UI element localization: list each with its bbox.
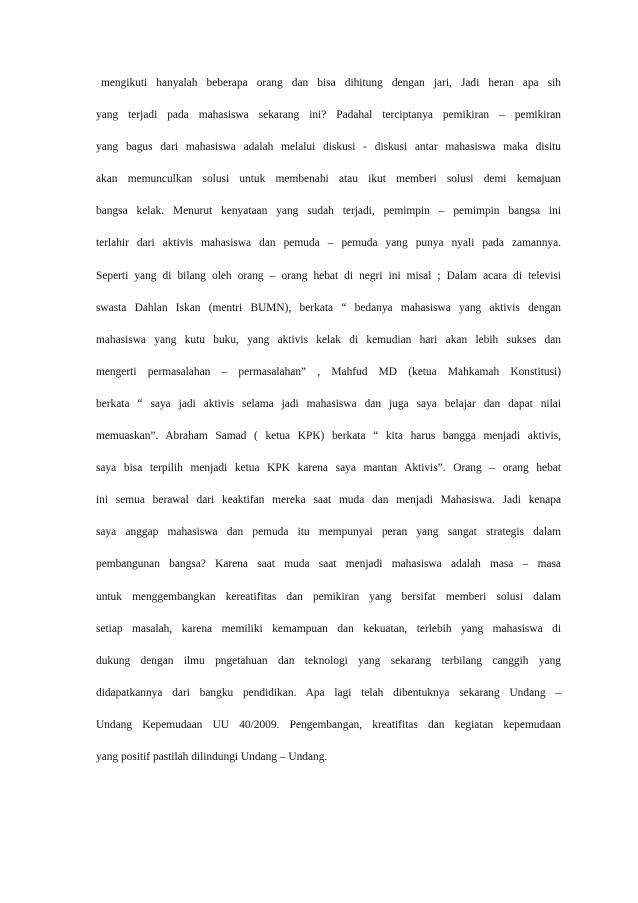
paragraph-line: untuk menggembangkan kereatifitas dan pemikiran yang bersifat memberi solusi dalam <box>96 590 561 603</box>
paragraph-line: setiap masalah, karena memiliki kemampuan dan kekuatan, terlebih yang mahasiswa di <box>96 622 561 635</box>
paragraph-line: saya bisa terpilih menjadi ketua KPK karena saya mantan Aktivis”. Orang – orang hebat <box>96 462 561 475</box>
paragraph-line: swasta Dahlan Iskan (mentri BUMN), berkata “ bedanya mahasiswa yang aktivis dengan <box>96 301 561 314</box>
paragraph-line: akan memunculkan solusi untuk membenahi atau ikut memberi solusi demi kemajuan <box>96 173 561 186</box>
paragraph-line: bangsa kelak. Menurut kenyataan yang sudah terjadi, pemimpin – pemimpin bangsa ini <box>96 205 561 218</box>
paragraph-line: yang terjadi pada mahasiswa sekarang ini? Padahal terciptanya pemikiran – pemikiran <box>96 109 561 122</box>
body-paragraph <box>96 67 561 773</box>
paragraph-line: yang bagus dari mahasiswa adalah melalui diskusi - diskusi antar mahasiswa maka disitu <box>96 141 561 154</box>
paragraph-line: berkata “ saya jadi aktivis selama jadi mahasiswa dan juga saya belajar dan dapat nilai <box>96 397 561 410</box>
paragraph-line: saya anggap mahasiswa dan pemuda itu mempunyai peran yang sangat strategis dalam <box>96 526 561 539</box>
paragraph-line: terlahir dari aktivis mahasiswa dan pemuda – pemuda yang punya nyali pada zamannya. <box>96 237 561 250</box>
paragraph-line: mengerti permasalahan – permasalahan” , Mahfud MD (ketua Mahkamah Konstitusi) <box>96 365 561 378</box>
paragraph-line: Seperti yang di bilang oleh orang – orang hebat di negri ini misal ; Dalam acara di televisi <box>96 269 561 282</box>
paragraph-line: mengikuti hanyalah beberapa orang dan bisa dihitung dengan jari, Jadi heran apa sih <box>101 77 561 89</box>
paragraph-line: yang positif pastilah dilindungi Undang – Undang. <box>96 750 328 763</box>
paragraph-line: Undang Kepemudaan UU 40/2009. Pengembangan, kreatifitas dan kegiatan kepemudaan <box>96 718 561 731</box>
paragraph-line: memuaskan”. Abraham Samad ( ketua KPK) berkata “ kita harus bangga menjadi aktivis, <box>96 430 561 443</box>
paragraph-line: didapatkannya dari bangku pendidikan. Apa lagi telah dibentuknya sekarang Undang – <box>96 686 561 699</box>
paragraph-line: ini semua berawal dari keaktifan mereka saat muda dan menjadi Mahasiswa. Jadi kenapa <box>96 494 561 507</box>
paragraph-line: pembangunan bangsa? Karena saat muda saat menjadi mahasiswa adalah masa – masa <box>96 558 561 571</box>
paragraph-line: mahasiswa yang kutu buku, yang aktivis kelak di kemudian hari akan lebih sukses dan <box>96 333 561 346</box>
paragraph-line: dukung dengan ilmu pngetahuan dan teknologi yang sekarang terbilang canggih yang <box>96 654 561 667</box>
